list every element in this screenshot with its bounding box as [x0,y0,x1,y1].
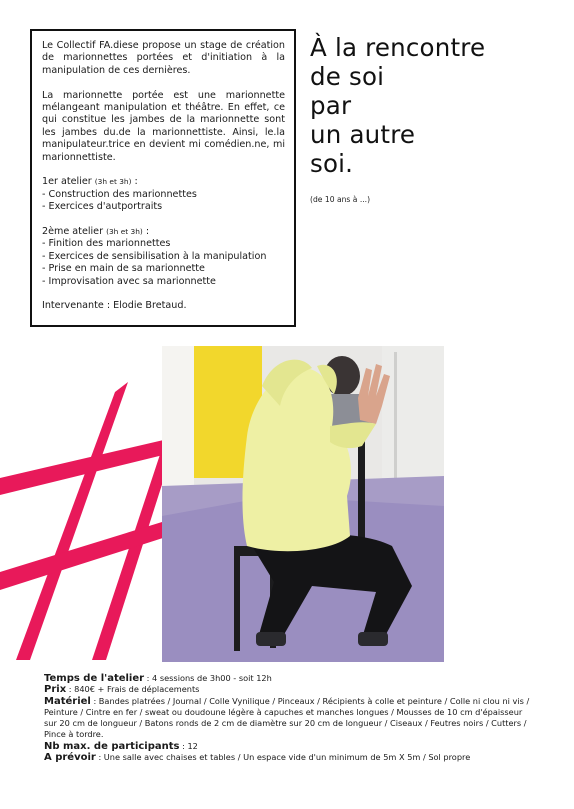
detail-temps-value: : 4 sessions de 3h00 - soit 12h [144,673,272,683]
intervenante: Intervenante : Elodie Bretaud. [42,300,187,312]
atelier-2 [42,226,285,288]
atelier-2-item: - Prise en main de sa marionnette [42,263,205,275]
age-note: (de 10 ans à ...) [310,195,371,204]
detail-prevoir-value: : Une salle avec chaises et tables / Un espace vide d'un minimum de 5m X 5m / Sol propre [95,752,471,763]
atelier-1-duration: (3h et 3h) [94,177,132,187]
detail-prix-label: Prix [44,684,67,696]
detail-temps-label: Temps de l'atelier [44,673,145,684]
details [44,673,532,763]
detail-prevoir-label: A prévoir [44,752,96,764]
headline-line: soi. [310,149,354,178]
headline-line: À la rencontre [310,33,486,62]
detail-participants [44,741,532,752]
headline [310,33,570,178]
atelier-1-item: - Construction des marionnettes [42,188,197,200]
detail-temps [44,673,532,684]
atelier-2-title: 2ème atelier [42,226,104,238]
detail-prix [44,684,532,695]
atelier-2-duration: (3h et 3h) [106,227,143,237]
intro-paragraph-1: Le Collectif FA.diese propose un stage de création de marionnettes portées et d'initiation à la manipulation de ces dernières. [42,40,285,76]
headline-line: par [310,91,352,120]
workshop-photo [162,346,444,662]
atelier-1-colon: : [131,176,138,188]
atelier-1 [42,176,285,213]
headline-line: un autre [310,120,416,149]
headline-line: de soi [310,62,385,91]
atelier-2-item: - Improvisation avec sa marionnette [42,275,216,287]
intro-paragraph-2: La marionnette portée est une marionnette mélangeant manipulation et théâtre. En effet, ce qui constitue les jambes de la marionnette sont les jambes du.de la marionnettiste. Ainsi, le.la manipulateur.trice en devient mi comédien.ne, mi marionnettiste. [42,89,285,163]
atelier-2-item: - Finition des marionnettes [42,238,171,250]
atelier-1-item: - Exercices d'autportraits [42,201,163,213]
detail-participants-label: Nb max. de participants [44,740,180,752]
intro-box [30,29,296,327]
detail-participants-value: : 12 [179,740,198,751]
atelier-2-colon: : [142,226,150,238]
detail-prix-value: : 840€ + Frais de déplacements [66,684,200,695]
detail-materiel [44,696,532,741]
atelier-2-item: - Exercices de sensibilisation à la manipulation [42,250,267,262]
detail-materiel-label: Matériel [44,695,91,707]
detail-prevoir [44,752,532,763]
detail-materiel-value: : Bandes platrées / Journal / Colle Vynilique / Pinceaux / Récipients à colle et peinture / Colle ni clou ni vis / Peinture / Cintre en fer / sweat ou doudoune légère à capuches et manches longues / Mousses de 10 cm d'épaisseur sur 20 cm de longueur / Batons ronds de 2 cm de diamètre sur 20 cm de longueur / Ciseaux / Feutres noirs / Cutters / Pince à tordre. [44,695,530,740]
atelier-1-title: 1er atelier [42,176,92,188]
